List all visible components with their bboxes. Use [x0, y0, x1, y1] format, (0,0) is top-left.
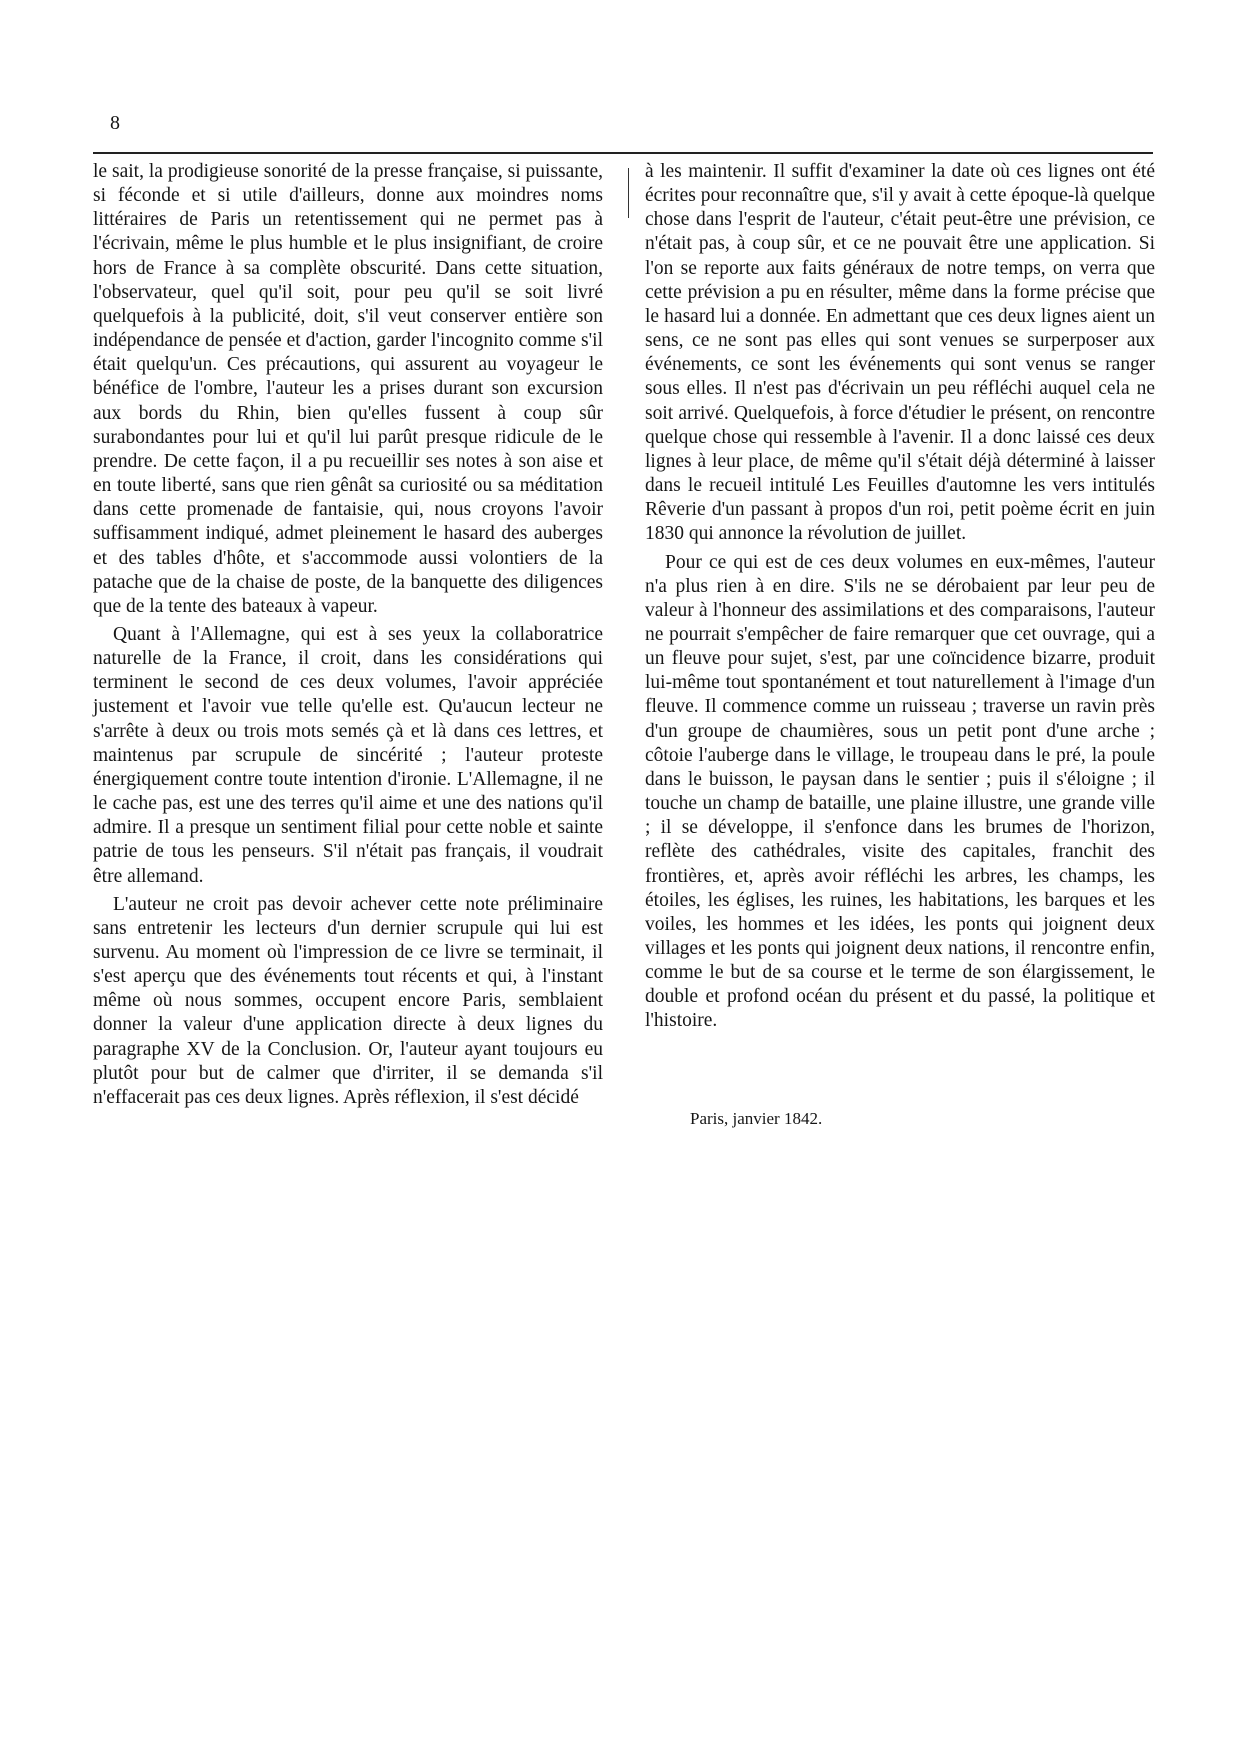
column-divider	[628, 168, 629, 218]
left-paragraph-1: le sait, la prodigieuse sonorité de la presse française, si puissante, si féconde et si utile d'ailleurs, donne aux moindres noms littéraires de Paris un retentissement qui ne permet pas à l'écrivain, même le plus humble et le plus insignifiant, de croire hors de France à sa complète obscurité. Dans cette situation, l'observateur, quel qu'il soit, pour peu qu'il se soit livré quelquefois à la publicité, doit, s'il veut conserver entière son indépendance de pensée et d'action, garder l'incognito comme s'il était quelqu'un. Ces précautions, qui assurent au voyageur le bénéfice de l'ombre, l'auteur les a prises durant son excursion aux bords du Rhin, bien qu'elles fussent à coup sûr surabondantes pour lui et qu'il lui parût presque ridicule de le prendre. De cette façon, il a pu recueillir ses notes à son aise et en toute liberté, sans que rien gênât sa curiosité ou sa méditation dans cette promenade de fantaisie, qui, nous croyons l'avoir suffisamment indiqué, admet pleinement le hasard des auberges et des tables d'hôte, et s'accommode aussi volontiers de la patache que de la chaise de poste, de la banquette des diligences que de la tente des bateaux à vapeur.	[93, 161, 603, 617]
header-rule	[93, 152, 1153, 154]
left-paragraph-3: L'auteur ne croit pas devoir achever cette note préliminaire sans entretenir les lecteurs d'un dernier scrupule qui lui est survenu. Au moment où l'impression de ce livre se terminait, il s'est aperçu que des événements tout récents et qui, à l'instant même où nous sommes, occupent encore Paris, semblaient donner la valeur d'une application directe à deux lignes du paragraphe XV de la Conclusion. Or, l'auteur ayant toujours eu plutôt pour but de calmer que d'irriter, il se demanda s'il n'effacerait pas ces deux lignes. Après réflexion, il s'est décidé	[93, 893, 603, 1108]
right-paragraph-1: à les maintenir. Il suffit d'examiner la date où ces lignes ont été écrites pour reconnaître que, s'il y avait à cette époque-là quelque chose dans l'esprit de l'auteur, c'était peut-être une prévision, ce n'était pas, à coup sûr, et ce ne pouvait être une application. Si l'on se reporte aux faits généraux de notre temps, on verra que cette prévision a pu en résulter, même dans la forme précise que le hasard lui a donnée. En admettant que ces deux lignes aient un sens, ce ne sont pas elles qui sont venues se surperposer aux événements, ce sont les événements qui sont venus se ranger sous elles. Il n'est pas d'écrivain un peu réfléchi auquel cela ne soit arrivé. Quelquefois, à force d'étudier le présent, on rencontre quelque chose qui ressemble à l'avenir. Il a donc laissé ces deux lignes à leur place, de même qu'il s'était déjà déterminé à laisser dans le recueil intitulé Les Feuilles d'automne les vers intitulés Rêverie d'un passant à propos d'un roi, petit poème écrit en juin 1830 qui annonce la révolution de juillet.	[645, 161, 1155, 545]
page-number: 8	[110, 112, 120, 134]
right-column	[645, 160, 1155, 1034]
signature-date: Paris, janvier 1842.	[690, 1109, 823, 1128]
right-paragraph-2: Pour ce qui est de ces deux volumes en eux-mêmes, l'auteur n'a plus rien à en dire. S'ils ne se dérobaient par leur peu de valeur à l'honneur des assimilations et des comparaisons, l'auteur ne pourrait s'empêcher de faire remarquer que cet ouvrage, qui a un fleuve pour sujet, s'est, par une coïncidence bizarre, produit lui-même tout spontanément et tout naturellement à l'image d'un fleuve. Il commence comme un ruisseau ; traverse un ravin près d'un groupe de chaumières, sous un petit pont d'une arche ; côtoie l'auberge dans le village, le troupeau dans le pré, la poule dans le buisson, le paysan dans le sentier ; puis il s'éloigne ; il touche un champ de bataille, une plaine illustre, une grande ville ; il se développe, il s'enfonce dans les brumes de l'horizon, reflète des cathédrales, visite des capitales, franchit des frontières, et, après avoir réfléchi les arbres, les champs, les étoiles, les églises, les ruines, les habitations, les barques et les voiles, les hommes et les idées, les ponts qui joignent deux villages et les ponts qui joignent deux nations, il rencontre enfin, comme le but de sa course et le terme de son élargissement, le double et profond océan du présent et du passé, la politique et l'histoire.	[645, 551, 1155, 1032]
left-column	[93, 160, 603, 1110]
left-paragraph-2: Quant à l'Allemagne, qui est à ses yeux la collaboratrice naturelle de la France, il croit, dans les considérations qui terminent le second de ces deux volumes, l'avoir appréciée justement et l'avoir vue telle qu'elle est. Qu'aucun lecteur ne s'arrête à deux ou trois mots semés çà et là dans ces lettres, et maintenus par scrupule de sincérité ; l'auteur proteste énergiquement contre toute intention d'ironie. L'Allemagne, il ne le cache pas, est une des terres qu'il aime et une des nations qu'il admire. Il a presque un sentiment filial pour cette noble et sainte patrie de tous les penseurs. S'il n'était pas français, il voudrait être allemand.	[93, 623, 603, 887]
